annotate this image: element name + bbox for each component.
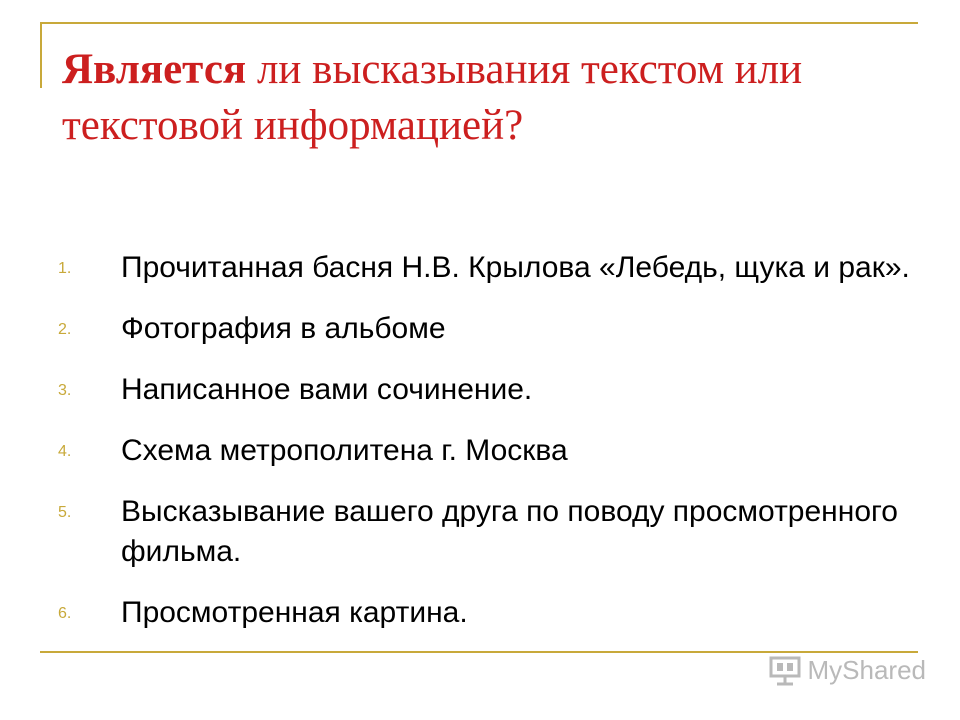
list-text: Фотография в альбоме <box>121 312 446 345</box>
frame-top-line <box>40 22 918 24</box>
list-item <box>58 248 918 288</box>
list-text: Просмотренная картина. <box>121 596 468 629</box>
list-number: 5. <box>58 504 72 521</box>
list-item <box>58 593 918 633</box>
list-text: Написанное вами сочинение. <box>121 373 533 406</box>
list-number: 2. <box>58 321 72 338</box>
list-number: 4. <box>58 443 72 460</box>
list-text: Высказывание вашего друга по поводу просмотренного фильма. <box>121 495 898 568</box>
list-number: 1. <box>58 260 72 277</box>
slide-title <box>62 42 922 154</box>
statement-list <box>58 248 918 654</box>
list-text: Схема метрополитена г. Москва <box>121 434 568 467</box>
list-number: 6. <box>58 605 72 622</box>
list-item <box>58 309 918 349</box>
list-item <box>58 431 918 471</box>
frame-left-line <box>40 22 42 88</box>
logo-text: MyShared <box>807 655 926 685</box>
title-bold-word: Является <box>62 46 247 93</box>
watermark-logo <box>768 655 927 686</box>
frame-bottom-line <box>40 651 918 653</box>
list-number: 3. <box>58 382 72 399</box>
list-text: Прочитанная басня Н.В. Крылова «Лебедь, щука и рак». <box>121 251 910 284</box>
list-item <box>58 492 918 572</box>
title-rest: ли высказывания текстом или текстовой информацией? <box>62 46 803 149</box>
presentation-board-icon <box>768 656 802 686</box>
list-item <box>58 370 918 410</box>
